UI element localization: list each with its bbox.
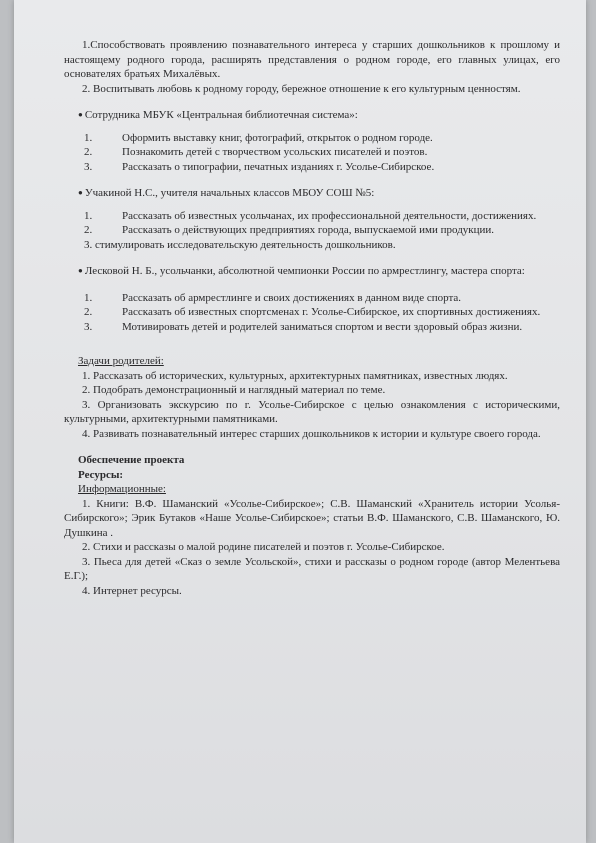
list-item: 3. Рассказать о типографии, печатных изданиях г. Усолье-Сибирское. [84,160,435,173]
teacher-heading: ● Учакиной Н.С., учителя начальных классов МБОУ СОШ №5: [78,187,375,199]
info-heading: Информационные: [78,483,166,495]
support-item: 2. Стихи и рассказы о малой родине писателей и поэтов г. Усолье-Сибирское. [82,541,445,553]
resources-heading: Ресурсы: [78,468,124,481]
bullet-icon: ● [78,188,83,197]
parents-item: 1. Рассказать об исторических, культурных, архитектурных памятниках, известных людях. [82,369,508,382]
bullet-icon: ● [78,266,83,275]
list-item: 2. Познакомить детей с творчеством усольских писателей и поэтов. [84,146,428,158]
goal-2: 2. Воспитывать любовь к родному городу, бережное отношение к его культурным ценностям. [82,82,521,95]
library-heading: ● Сотрудника МБУК «Центральная библиотечная система»: [78,109,358,121]
support-heading: Обеспечение проекта [78,454,185,466]
goal-1: 1.Способствовать проявлению познавательного интереса у старших дошкольников к прошлому и настоящему родного города, расширять представления о родном городе, его главных улицах, его основателях братьях Михалёвых. [64,39,560,80]
parents-item: 2. Подобрать демонстрационный и наглядный материал по теме. [82,384,386,396]
list-item: 1. Рассказать об армрестлинге и своих достижениях в данном виде спорта. [84,291,462,304]
support-item: 1. Книги: В.Ф. Шаманский «Усолье-Сибирское»; С.В. Шаманский «Хранитель истории Усолья-Сибирского»; Эрик Бутаков «Наше Усолье-Сибирское»; статьи В.Ф. Шаманского, С.В. Шаманского, Ю. Душкина . [64,497,560,539]
list-item: 1. Рассказать об известных усольчанах, их профессиональной деятельности, достижениях. [84,209,537,222]
parents-item: 4. Развивать познавательный интерес старших дошкольников к истории и культуре своего города. [82,427,541,440]
parents-item: 3. Организовать экскурсию по г. Усолье-Сибирское с целью ознакомления с историческими, культурными, архитектурными памятниками. [64,398,560,425]
list-item: 3. стимулировать исследовательскую деятельность дошкольников. [84,238,396,251]
list-item: 2. Рассказать об известных спортсменах г. Усолье-Сибирское, их спортивных достижениях. [84,306,541,318]
parents-heading: Задачи родителей: [78,355,164,367]
document-page [14,0,586,843]
bullet-icon: ● [78,110,83,119]
support-item: 4. Интернет ресурсы. [82,584,182,597]
support-item: 3. Пьеса для детей «Сказ о земле Усольской», стихи и рассказы о родном городе (автор Мелентьева Е.Г.); [64,555,560,582]
list-item: 2. Рассказать о действующих предприятиях города, выпускаемой ими продукции. [84,224,495,236]
document-body [64,38,560,598]
list-item: 3. Мотивировать детей и родителей заниматься спортом и вести здоровый образ жизни. [84,320,523,333]
list-item: 1. Оформить выставку книг, фотографий, открыток о родном городе. [84,131,433,144]
athlete-heading: ● Лесковой Н. Б., усольчанки, абсолютной чемпионки России по армрестлингу, мастера спорта: [78,265,525,277]
